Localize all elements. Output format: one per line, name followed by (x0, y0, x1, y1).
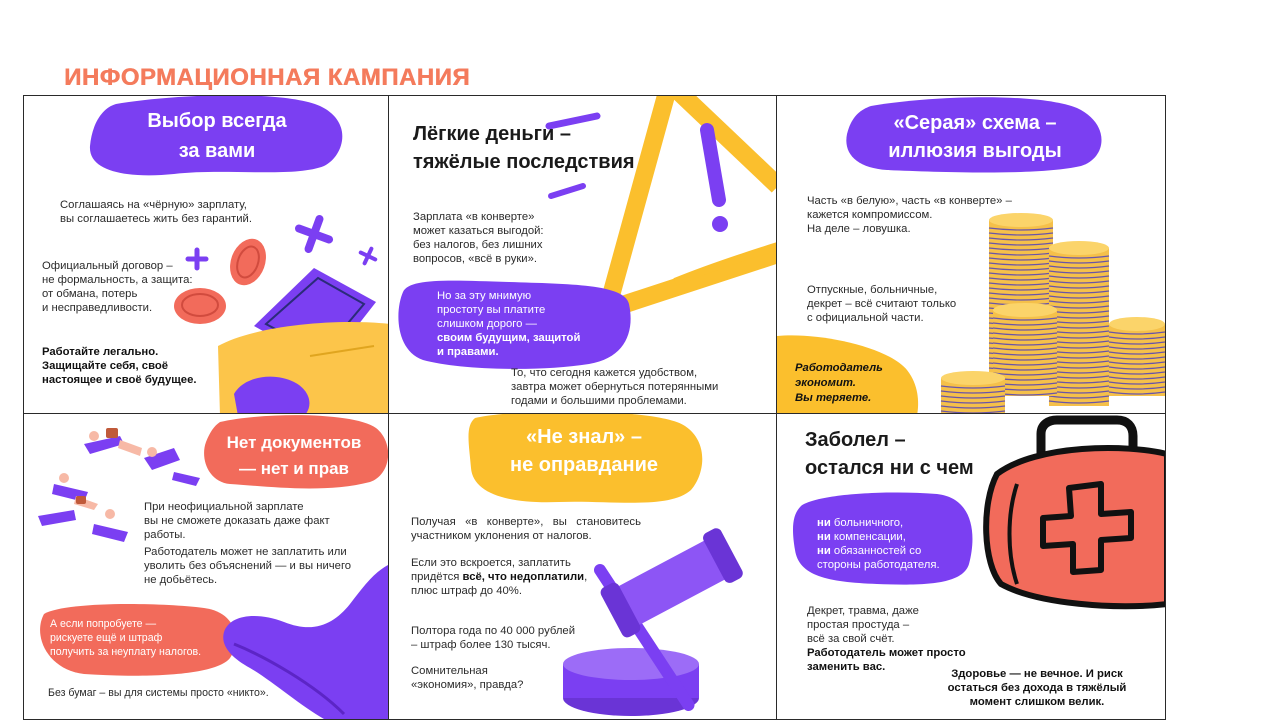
plus-icon (358, 246, 378, 266)
panel-title-line1: Выбор всегда (147, 110, 287, 132)
text-line: вопросов, «всё в руки». (413, 253, 538, 265)
text-line: без налогов, без лишних (413, 239, 543, 251)
panel-title-line2: тяжёлые последствия (413, 151, 635, 173)
panel-title-line2: за вами (178, 140, 256, 162)
coin-top (941, 371, 1005, 385)
panel-title-line1: Заболел – (805, 429, 906, 451)
panel-title-line1: Лёгкие деньги – (413, 123, 571, 145)
bold-text: экономит. (795, 377, 856, 389)
text-line: не добьётесь. (144, 574, 218, 586)
final-text: момент слишком велик. (969, 696, 1105, 708)
panel-title-line2: не оправдание (509, 454, 658, 476)
panel-title-line2: — нет и прав (238, 459, 349, 478)
bubble-bold-text: своим будущим, защитой (437, 332, 581, 344)
bold-text: Вы теряете. (795, 392, 872, 404)
text-line: работы. (144, 529, 186, 541)
text-line: При неофициальной зарплате (144, 501, 304, 513)
bubble-text (817, 530, 906, 544)
panel-title-line1: Нет документов (226, 433, 362, 452)
text-line: вы не сможете доказать даже факт (144, 515, 330, 527)
bold-text: Работайте легально. (42, 346, 159, 358)
bold-text: настоящее и своё будущее. (42, 374, 197, 386)
plus-icon (186, 248, 208, 270)
panel-choice (23, 95, 389, 414)
panel-title-line2: остался ни с чем (805, 457, 974, 479)
coin-top (989, 213, 1053, 227)
bubble-text: простоту вы платите (437, 304, 546, 316)
text-span: , (584, 571, 588, 583)
bold-span: ни (817, 531, 831, 543)
panel-title-line1: «Не знал» – (526, 426, 642, 448)
bold-span: всё, что недоплатили (462, 571, 585, 583)
panel-no-documents (23, 413, 389, 720)
text-line: не формальность, а защита: (42, 274, 193, 286)
text-line: Работодатель может не заплатить или (144, 546, 347, 558)
text-line: Зарплата «в конверте» (413, 211, 535, 223)
text-line: от обмана, потерь (42, 288, 138, 300)
infographic-grid (23, 95, 1166, 720)
final-text: Здоровье — не вечное. И риск (951, 668, 1123, 680)
bold-text: Работодатель (795, 362, 883, 374)
text-line: На деле – ловушка. (807, 223, 911, 235)
coin-stack (1109, 324, 1165, 396)
gavel-icon (559, 542, 777, 720)
text-line: уволить без объяснений — и вы ничего (144, 560, 352, 572)
text-line: вы соглашаетесь жить без гарантий. (60, 213, 252, 225)
bubble-text: получить за неуплату налогов. (50, 646, 202, 658)
plus-icon (294, 214, 334, 254)
text-line: годами и большими проблемами. (511, 395, 687, 407)
bold-text: заменить вас. (807, 661, 886, 673)
text-span: больничного, (830, 517, 904, 529)
panel-title-line1: «Серая» схема – (893, 112, 1057, 134)
bubble-text: рискуете ещё и штраф (50, 632, 163, 644)
page-title: ИНФОРМАЦИОННАЯ КАМПАНИЯ (64, 64, 470, 91)
bubble-text: стороны работодателя. (817, 559, 940, 571)
bold-span: ни (817, 545, 831, 557)
text-line: всё за свой счёт. (807, 633, 895, 645)
text-line: То, что сегодня кажется удобством, (511, 367, 698, 379)
coin-icon (224, 236, 274, 290)
coin-icon (172, 284, 232, 328)
final-text: остаться без дохода в тяжёлый (947, 682, 1127, 694)
text-line: может казаться выгодой: (413, 225, 544, 237)
text-span: придётся (411, 571, 463, 583)
footer-text: Без бумаг – вы для системы просто «никто». (48, 687, 269, 699)
text-line: Официальный договор – (42, 260, 173, 272)
panel-easy-money (388, 95, 777, 414)
text-line: завтра может обернуться потерянными (511, 381, 719, 393)
text-line: Полтора года по 40 000 рублей (411, 625, 576, 637)
text-line: – штраф более 130 тысяч. (411, 639, 551, 651)
text-line: Если это вскроется, заплатить (411, 557, 571, 569)
bubble-text (817, 544, 921, 558)
text-line: Часть «в белую», часть «в конверте» – (807, 195, 1012, 207)
text-line: с официальной части. (807, 312, 924, 324)
bubble-text: А если попробуете — (50, 618, 157, 630)
panel-ignorance (388, 413, 777, 720)
coin-top (993, 303, 1057, 317)
text-line: Получая «в конверте», вы становитесь (411, 516, 641, 528)
coin-stacks-icon (777, 96, 1166, 414)
panel-title-line2: иллюзия выгоды (888, 140, 1062, 162)
text-line: плюс штраф до 40%. (411, 585, 522, 597)
text-line: кажется компромиссом. (807, 209, 933, 221)
text-line: Соглашаясь на «чёрную» зарплату, (60, 199, 247, 211)
text-line: Отпускные, больничные, (807, 284, 938, 296)
text-span: компенсации, (830, 531, 906, 543)
bubble-text: слишком дорого — (437, 318, 537, 330)
text-span: обязанностей со (830, 545, 922, 557)
panel-grey-scheme (776, 95, 1166, 414)
text-line: простая простуда – (807, 619, 910, 631)
bold-text: Защищайте себя, своё (42, 360, 169, 372)
bold-text: Работодатель может просто (807, 647, 966, 659)
text-line: «экономия», правда? (411, 679, 524, 691)
bold-span: ни (817, 517, 831, 529)
bubble-text (817, 516, 903, 530)
bubble-bold-text: и правами. (437, 346, 499, 358)
text-line: декрет – всё считают только (807, 298, 957, 310)
text-line: Декрет, травма, даже (807, 605, 919, 617)
bubble-text: Но за эту мнимую (437, 290, 532, 302)
coin-top (1049, 241, 1109, 255)
panel-sick (776, 413, 1166, 720)
coin-top (1109, 317, 1165, 331)
text-line: участником уклонения от налогов. (411, 530, 592, 542)
text-line: Сомнительная (411, 665, 488, 677)
text-line: и несправедливости. (42, 302, 153, 314)
